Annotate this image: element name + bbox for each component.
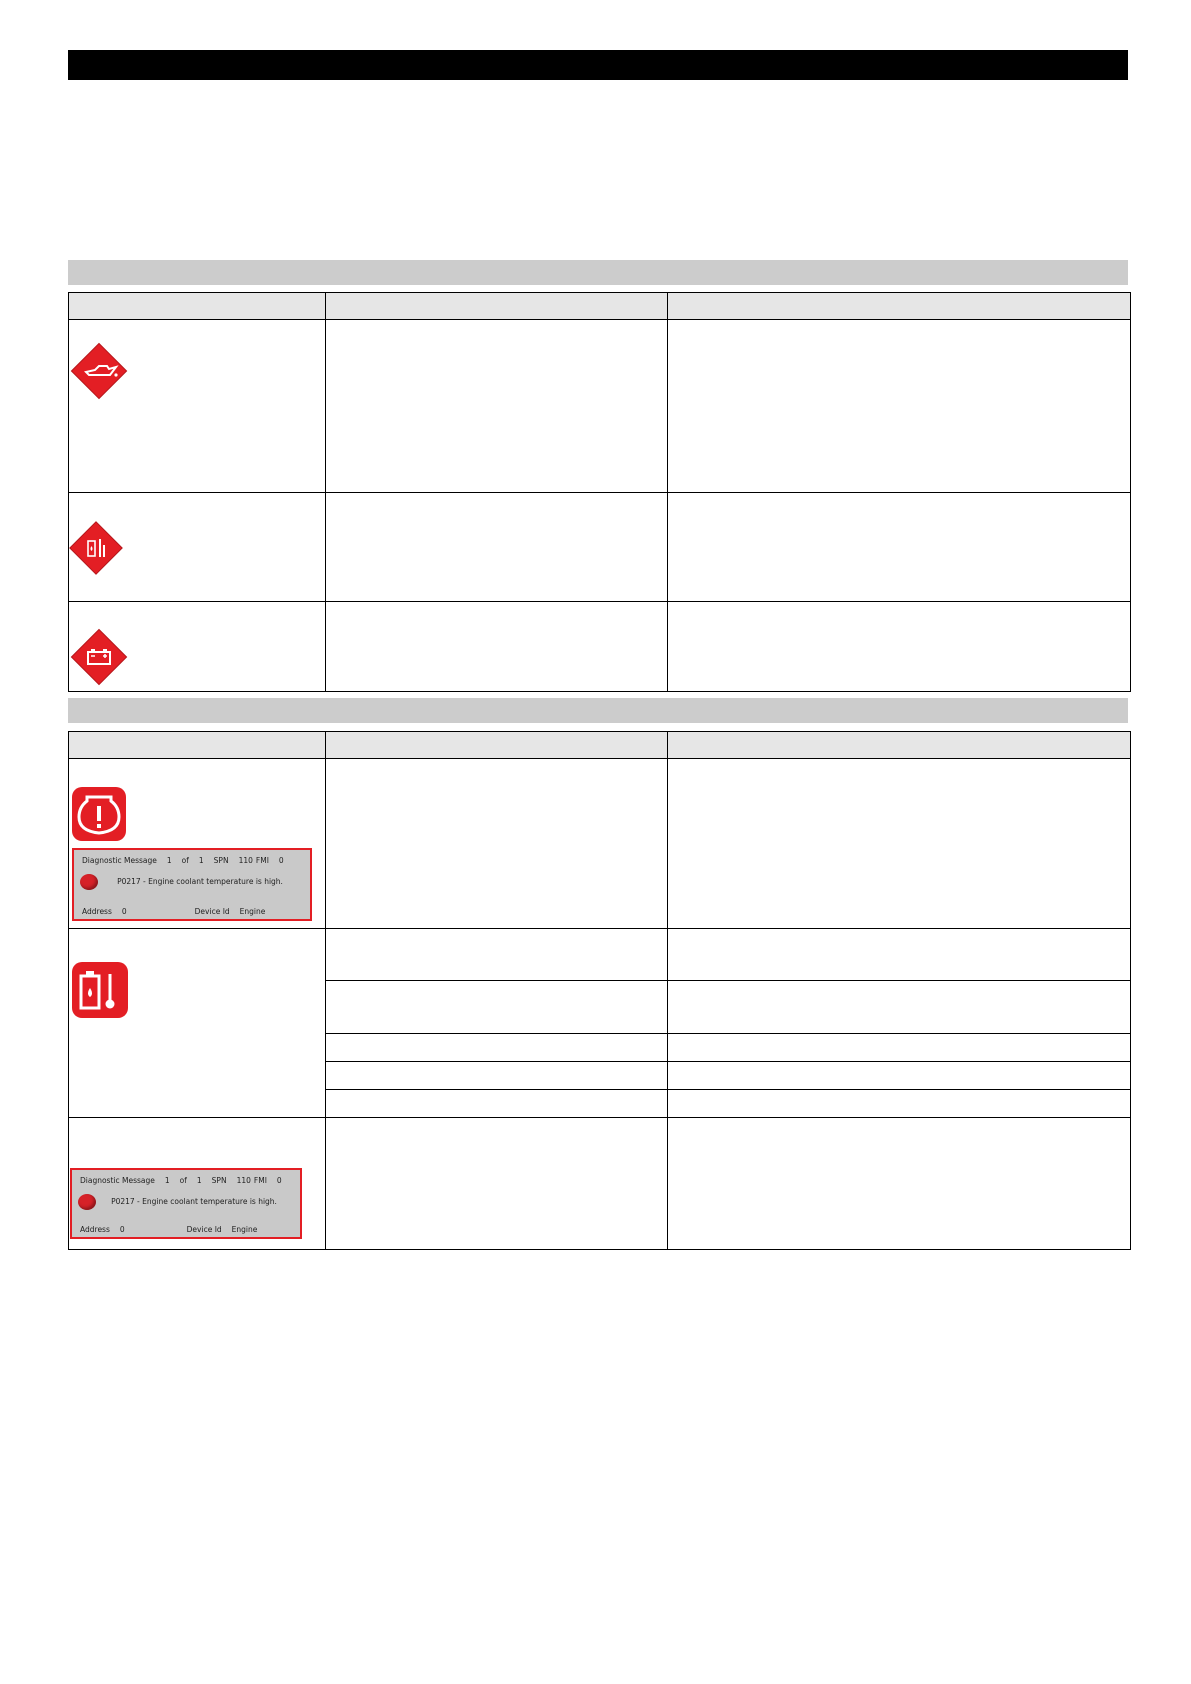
- table-row: [69, 929, 1131, 981]
- indicator-table-1: [68, 292, 1131, 692]
- table-row: [69, 320, 1131, 493]
- table-row: [69, 602, 1131, 692]
- header-bar: [68, 50, 1128, 80]
- diag-title: Diagnostic Message: [82, 856, 157, 865]
- diag-alarm-icon: [78, 1194, 96, 1210]
- diag-message: P0217 - Engine coolant temperature is high.: [117, 877, 283, 886]
- table-row: [69, 1118, 1131, 1250]
- engine-warning-glyph: [72, 787, 126, 841]
- table-row: [69, 759, 1131, 929]
- oil-can-glyph: [83, 360, 119, 382]
- indicator-table-2: [68, 731, 1131, 1250]
- table-header-row: [69, 732, 1131, 759]
- battery-glyph: [87, 647, 111, 665]
- section-band-2: [68, 698, 1128, 723]
- coolant-temperature-glyph: [72, 962, 128, 1018]
- coolant-level-glyph: [86, 535, 108, 561]
- table-row: [69, 493, 1131, 602]
- diag-alarm-icon: [80, 874, 98, 890]
- diag-message: P0217 - Engine coolant temperature is high.: [111, 1197, 277, 1206]
- diagnostic-message-panel: Diagnostic Message 1 of 1 SPN 110 FMI 0 P0217 - Engine coolant temperature is high. Address 0 Device Id Engine: [70, 1168, 302, 1239]
- diagnostic-message-panel: Diagnostic Message 1 of 1 SPN 110 FMI 0 P0217 - Engine coolant temperature is high. Address 0 Device Id Engine: [72, 848, 312, 921]
- table-header-row: [69, 293, 1131, 320]
- section-band-1: [68, 260, 1128, 285]
